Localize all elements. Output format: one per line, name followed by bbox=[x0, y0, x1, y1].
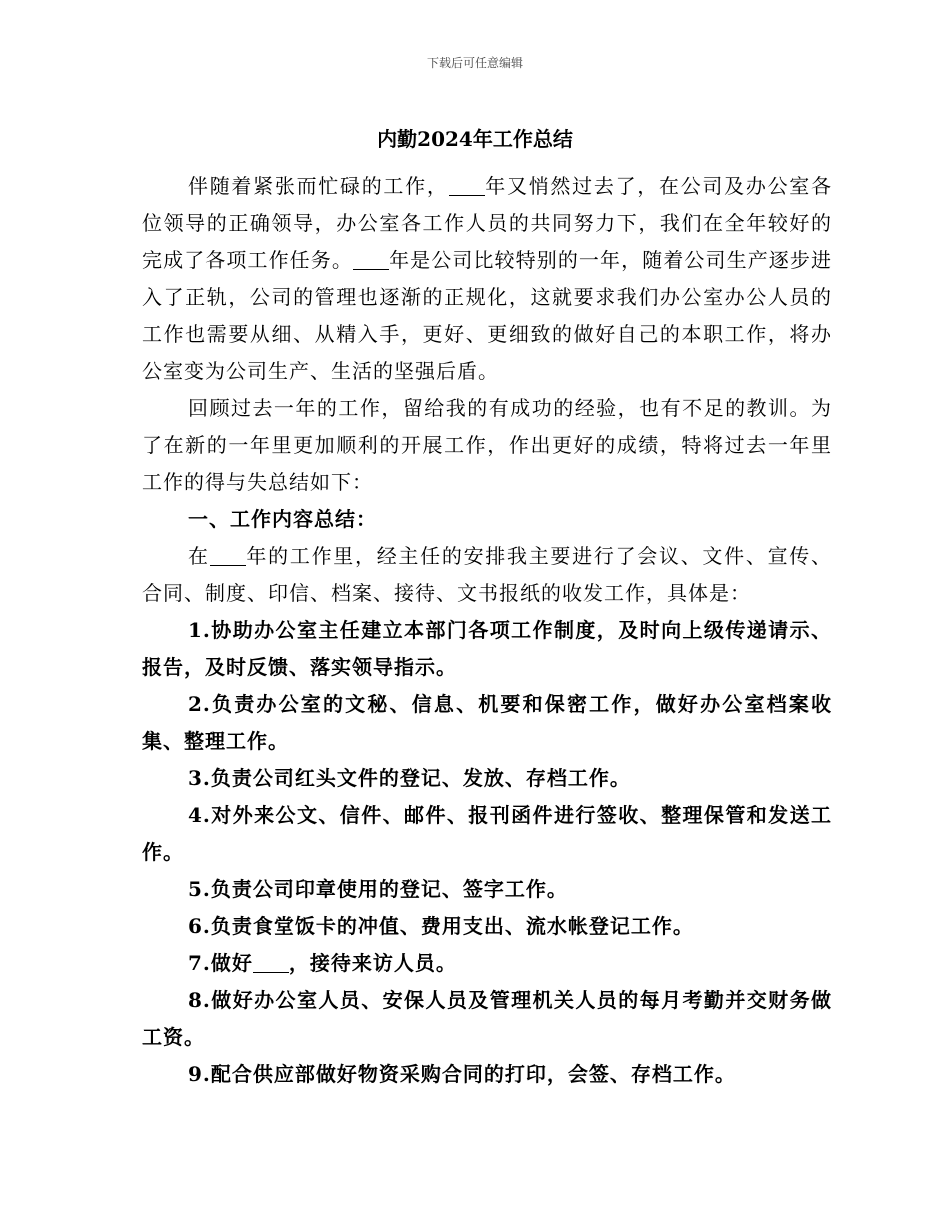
page-header-note: 下载后可任意编辑 bbox=[426, 56, 523, 70]
document-body bbox=[142, 168, 832, 1093]
list-item: 6.负责食堂饭卡的冲值、费用支出、流水帐登记工作。 bbox=[188, 914, 694, 938]
blank-field bbox=[353, 249, 389, 270]
list-item: 1.协助办公室主任建立本部门各项工作制度，及时向上级传递请示、报告，及时反馈、落实领导指示。 bbox=[142, 618, 832, 679]
list-item: 3.负责公司红头文件的登记、发放、存档工作。 bbox=[188, 766, 631, 790]
blank-field bbox=[210, 545, 246, 566]
list-item: 8.做好办公室人员、安保人员及管理机关人员的每月考勤并交财务做工资。 bbox=[142, 988, 832, 1049]
paragraph-review: 回顾过去一年的工作，留给我的有成功的经验，也有不足的教训。为了在新的一年里更加顺利的开展工作，作出更好的成绩，特将过去一年里工作的得与失总结如下： bbox=[142, 396, 832, 494]
paragraph-intro: 伴随着紧张而忙碌的工作， 年又悄然过去了，在公司及办公室各位领导的正确领导，办公室各工作人员的共同努力下，我们在全年较好的完成了各项工作任务。 年是公司比较特别的一年，随着公司生产逐步进入了正轨，公司的管理也逐渐的正规化，这就要求我们办公室办公人员的工作也需要从细、从精入手，更好、更细致的做好自己的本职工作，将办公室变为公司生产、生活的坚强后盾。 bbox=[142, 174, 833, 383]
paragraph-work-content: 在 年的工作里，经主任的安排我主要进行了会议、文件、宣传、合同、制度、印信、档案、接待、文书报纸的收发工作，具体是： bbox=[142, 544, 833, 605]
blank-field bbox=[253, 952, 289, 973]
list-item: 4.对外来公文、信件、邮件、报刊函件进行签收、整理保管和发送工作。 bbox=[142, 803, 832, 864]
list-item: 7.做好 ，接待来访人员。 bbox=[188, 951, 457, 975]
list-item: 9.配合供应部做好物资采购合同的打印，会签、存档工作。 bbox=[188, 1062, 736, 1086]
list-item: 2.负责办公室的文秘、信息、机要和保密工作，做好办公室档案收集、整理工作。 bbox=[142, 692, 832, 753]
document-title: 内勤2024年工作总结 bbox=[377, 127, 573, 151]
section-heading: 一、工作内容总结： bbox=[188, 507, 377, 531]
blank-field bbox=[449, 175, 485, 196]
list-item: 5.负责公司印章使用的登记、签字工作。 bbox=[188, 877, 568, 901]
